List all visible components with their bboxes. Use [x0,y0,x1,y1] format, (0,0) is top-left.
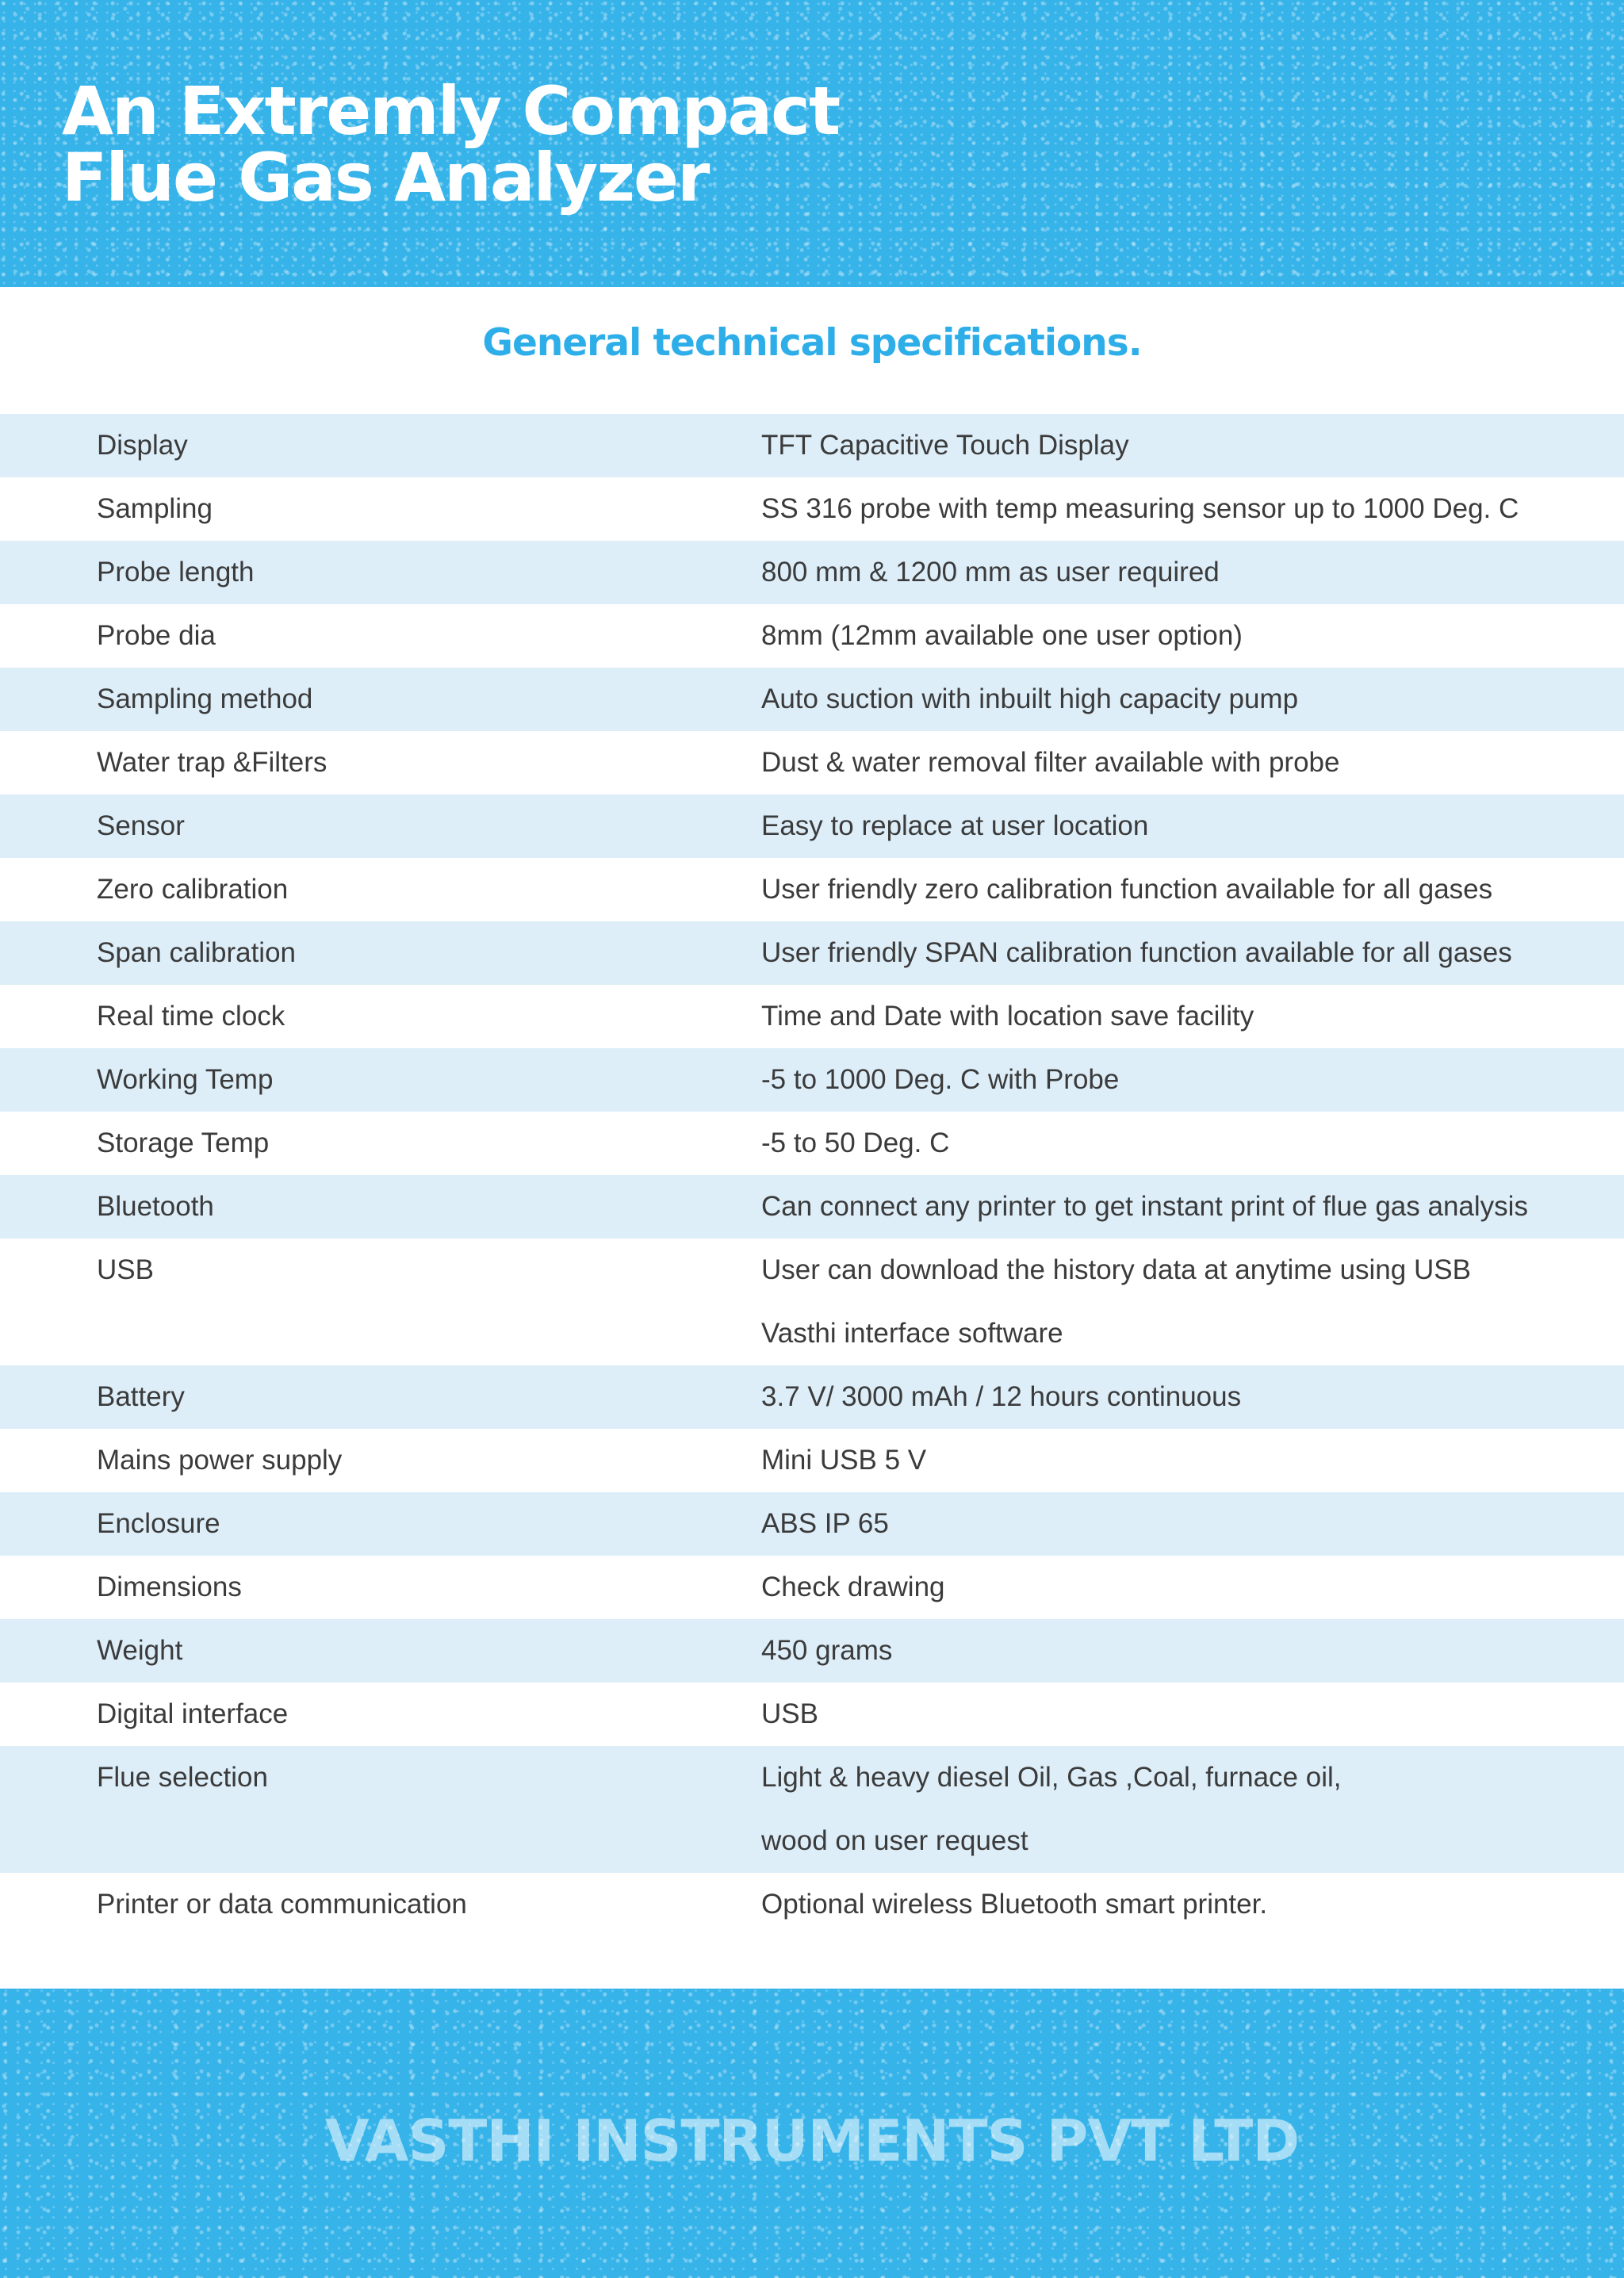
spec-value: Easy to replace at user location [761,810,1149,841]
spec-label: Printer or data communication [97,1889,467,1920]
spec-value: Optional wireless Bluetooth smart printer. [761,1889,1268,1920]
spec-row [0,1746,1624,1809]
spec-row-continuation [0,1809,1624,1873]
spec-row [0,1365,1624,1429]
spec-row [0,921,1624,985]
spec-row [0,858,1624,921]
spec-label: Sensor [97,810,185,841]
spec-label: Probe length [97,557,255,588]
footer-banner [0,1989,1624,2278]
spec-label: Water trap &Filters [97,747,327,778]
spec-label: Sampling [97,493,213,524]
headline-line-1: An Extremly Compact [62,72,840,150]
company-name: VASTHI INSTRUMENTS PVT LTD [324,2108,1300,2174]
spec-value: wood on user request [761,1825,1028,1856]
spec-row [0,1873,1624,1936]
spec-row [0,794,1624,858]
spec-value: Dust & water removal filter available with probe [761,747,1340,778]
spec-label: Flue selection [97,1762,268,1793]
spec-value: 450 grams [761,1635,893,1666]
spec-label: Zero calibration [97,874,289,905]
spec-label: Enclosure [97,1508,220,1539]
spec-value: Time and Date with location save facility [761,1001,1254,1032]
spec-value: 800 mm & 1200 mm as user required [761,557,1220,588]
section-title: General technical specifications. [482,321,1142,365]
spec-row [0,1175,1624,1239]
spec-value: 8mm (12mm available one user option) [761,620,1243,651]
spec-value: User friendly zero calibration function available for all gases [761,874,1493,905]
spec-row [0,414,1624,477]
spec-row [0,1619,1624,1683]
spec-label [0,1809,761,1873]
spec-label: Real time clock [97,1001,285,1032]
spec-value: Light & heavy diesel Oil, Gas ,Coal, furnace oil, [761,1762,1342,1793]
spec-row [0,1683,1624,1746]
header-banner [0,0,1624,287]
spec-label: Sampling method [97,683,313,714]
spec-label: Weight [97,1635,183,1666]
spec-value: TFT Capacitive Touch Display [761,430,1129,461]
spec-label: Probe dia [97,620,216,651]
headline-line-2: Flue Gas Analyzer [62,139,709,216]
spec-label: Span calibration [97,937,296,968]
spec-row [0,1556,1624,1619]
spec-label: Display [97,430,188,461]
spec-row [0,668,1624,731]
spec-value: -5 to 50 Deg. C [761,1128,950,1158]
spec-label: Storage Temp [97,1128,270,1158]
spec-label: Working Temp [97,1064,274,1095]
spec-row [0,541,1624,604]
spec-value: USB [761,1698,818,1729]
spec-value: -5 to 1000 Deg. C with Probe [761,1064,1120,1095]
spec-row [0,604,1624,668]
spec-value: SS 316 probe with temp measuring sensor up to 1000 Deg. C [761,493,1519,524]
spec-value: User can download the history data at anytime using USB [761,1254,1471,1285]
headline [62,72,840,216]
spec-row [0,477,1624,541]
spec-row [0,1112,1624,1175]
spec-label: Digital interface [97,1698,289,1729]
spec-label: Mains power supply [97,1445,343,1476]
spec-row-continuation [0,1302,1624,1365]
spec-row [0,985,1624,1048]
spec-value: Vasthi interface software [761,1318,1063,1349]
spec-label: Dimensions [97,1572,242,1602]
spec-value: Check drawing [761,1572,945,1602]
spec-value: Mini USB 5 V [761,1445,927,1476]
spec-label: USB [97,1254,154,1285]
spec-value: User friendly SPAN calibration function available for all gases [761,937,1512,968]
spec-row [0,1048,1624,1112]
spec-label: Bluetooth [97,1191,214,1222]
spec-label [0,1302,761,1365]
spec-label: Battery [97,1381,185,1412]
spec-value: Can connect any printer to get instant print of flue gas analysis [761,1191,1528,1222]
spec-row [0,1492,1624,1556]
spec-value: ABS IP 65 [761,1508,889,1539]
spec-row [0,1429,1624,1492]
spec-value: 3.7 V/ 3000 mAh / 12 hours continuous [761,1381,1242,1412]
spec-row [0,1239,1624,1302]
specs-table [0,414,1624,1936]
spec-row [0,731,1624,794]
spec-value: Auto suction with inbuilt high capacity pump [761,683,1299,714]
